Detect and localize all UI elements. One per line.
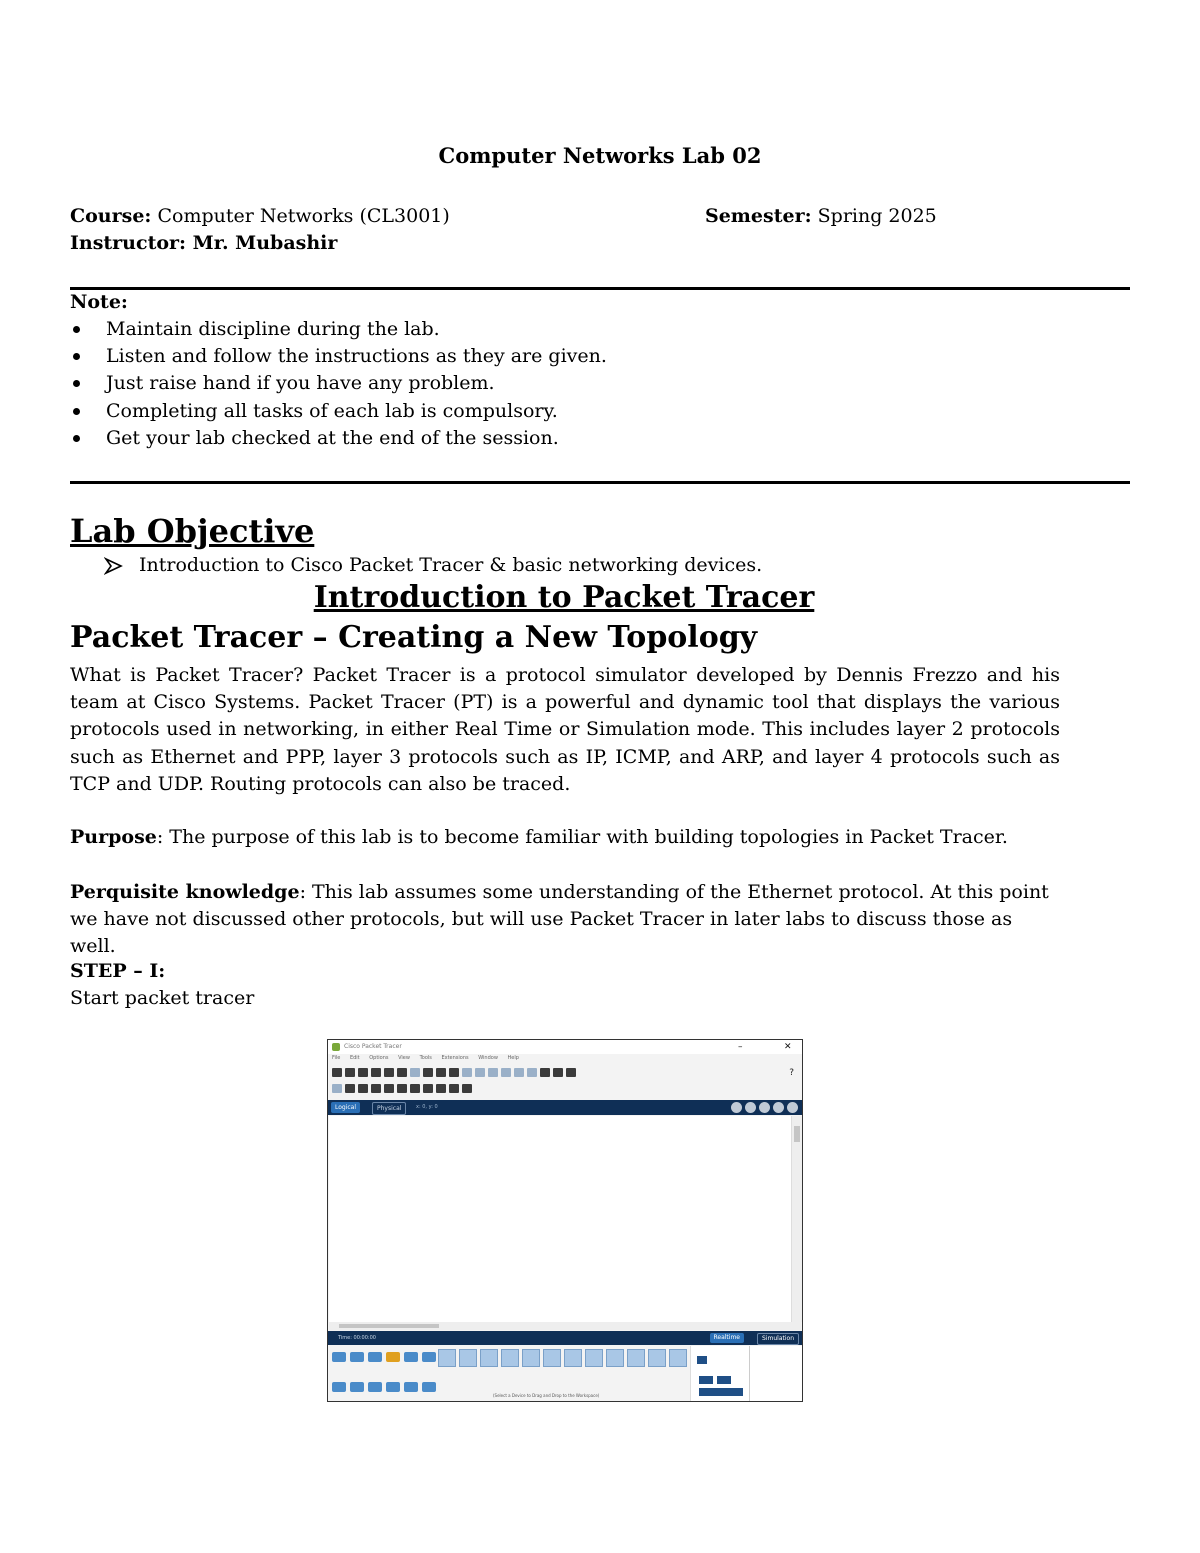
view-icon [787,1102,798,1113]
toolbar-icon [371,1084,381,1093]
list-item: Listen and follow the instructions as they are given. [70,343,607,370]
pt-window-title: Cisco Packet Tracer [344,1043,402,1050]
bottom-divider [70,481,1130,484]
toolbar-icon [462,1084,472,1093]
toolbar-icon [475,1068,485,1077]
toolbar-icon [345,1068,355,1077]
device-icon [404,1382,418,1392]
device-icon [332,1382,346,1392]
toolbar-icon [566,1068,576,1077]
device-model-icon [438,1349,456,1367]
device-model-icon [459,1349,477,1367]
toolbar-icon [384,1068,394,1077]
device-model-row [438,1349,687,1367]
top-divider [70,287,1130,290]
device-model-icon [501,1349,519,1367]
pt-vertical-scrollbar [791,1116,802,1322]
pt-title-bar [328,1040,802,1054]
pt-coordinates-readout: x: 0, y: 0 [416,1104,438,1110]
toolbar-icon [345,1084,355,1093]
intro-heading: Introduction to Packet Tracer [313,580,815,615]
notes-list [70,316,607,452]
purpose-paragraph: Purpose: The purpose of this lab is to become familiar with building topologies in Packet Tracer. [70,826,1008,848]
lab-objective-heading: Lab Objective [70,512,315,550]
prereq-paragraph: Perquisite knowledge: This lab assumes some understanding of the Ethernet protocol. At this point we have not discussed other protocols, but will use Packet Tracer in later labs to discuss those as well. [70,881,1049,958]
device-model-icon [585,1349,603,1367]
pt-pdu-list-panel [749,1346,803,1401]
view-icon [731,1102,742,1113]
device-subcategory-row [332,1382,436,1392]
device-model-icon [648,1349,666,1367]
device-icon [422,1382,436,1392]
bullet-icon [73,408,80,415]
bullet-icon [73,326,80,333]
toolbar-icon [371,1068,381,1077]
list-item: Maintain discipline during the lab. [70,316,607,343]
pt-view-icons [731,1102,798,1113]
view-icon [759,1102,770,1113]
toolbar-icon [384,1084,394,1093]
pt-scenario-panel [690,1346,749,1401]
toolbar-icon [332,1084,342,1093]
pt-menu-bar: File Edit Options View Tools Extensions Window Help [332,1055,519,1061]
connection-icon [386,1352,400,1362]
step-text: Start packet tracer [70,987,255,1009]
semester-value: Spring 2025 [817,205,937,227]
pt-workspace-tabs [328,1100,802,1115]
document-title: Computer Networks Lab 02 [438,143,762,168]
toolbar-icon [462,1068,472,1077]
device-icon [332,1352,346,1362]
instructor-line: Instructor: Mr. Mubashir [70,232,338,254]
course-line [70,205,450,227]
arrow-bullet-icon [104,556,124,576]
device-model-icon [543,1349,561,1367]
device-icon [350,1352,364,1362]
toolbar-icon [527,1068,537,1077]
semester-line [705,205,937,227]
list-item: Get your lab checked at the end of the session. [70,425,607,452]
toolbar-icon [449,1084,459,1093]
bullet-icon [73,435,80,442]
device-model-icon [606,1349,624,1367]
close-icon: ✕ [784,1042,792,1052]
device-icon [368,1352,382,1362]
toolbar-icon [501,1068,511,1077]
toolbar-icon [397,1084,407,1093]
toolbar-icon [410,1068,420,1077]
device-model-icon [522,1349,540,1367]
pt-workspace-canvas [329,1116,791,1322]
simulation-mode-tab: Simulation [757,1333,799,1345]
course-label: Course: [70,205,152,227]
device-icon [386,1382,400,1392]
toolbar-icon [358,1068,368,1077]
intro-paragraph: What is Packet Tracer? Packet Tracer is a protocol simulator developed by Dennis Frezzo and his team at Cisco Systems. Packet Tracer (PT) is a powerful and dynamic tool that displays the various protocols used in networking, in either Real Time or Simulation mode. This includes layer 2 protocols such as Ethernet and PPP, layer 3 protocols such as IP, ICMP, and ARP, and layer 4 protocols such as TCP and UDP. Routing protocols can also be traced. [70,664,1060,795]
pt-status-text: (Select a Device to Drag and Drop to the Workspace) [493,1393,600,1398]
device-category-row [332,1352,436,1362]
toolbar-icon [540,1068,550,1077]
note-heading: Note: [70,291,128,313]
semester-label: Semester: [705,205,812,227]
topology-heading: Packet Tracer – Creating a New Topology [70,620,758,655]
minimize-icon: – [738,1042,743,1052]
toolbar-icon [514,1068,524,1077]
device-icon [350,1382,364,1392]
toolbar-icon [423,1068,433,1077]
toolbar-icon [553,1068,563,1077]
device-model-icon [669,1349,687,1367]
toolbar-icon [397,1068,407,1077]
lab-objective-item: Introduction to Cisco Packet Tracer & basic networking devices. [107,554,762,576]
step-heading: STEP – I: [70,960,166,982]
prereq-label: Perquisite knowledge [70,881,300,903]
pt-horizontal-scrollbar [329,1322,801,1330]
device-icon [404,1352,418,1362]
bullet-icon [73,353,80,360]
toolbar-icon [423,1084,433,1093]
pt-time-label: Time: 00:00:00 [338,1335,376,1341]
packet-tracer-logo-icon [332,1043,340,1051]
view-icon [745,1102,756,1113]
tab-logical: Logical [331,1102,360,1113]
toolbar-icon [436,1068,446,1077]
device-model-icon [564,1349,582,1367]
list-item: Completing all tasks of each lab is compulsory. [70,398,607,425]
toolbar-icon [436,1084,446,1093]
pt-toolbar-secondary [332,1084,472,1093]
device-icon [368,1382,382,1392]
help-icon: ? [789,1068,794,1078]
device-model-icon [480,1349,498,1367]
view-icon [773,1102,784,1113]
tab-physical: Physical [372,1102,406,1115]
toolbar-icon [410,1084,420,1093]
pt-toolbar-main [332,1068,576,1077]
bullet-icon [73,380,80,387]
toolbar-icon [332,1068,342,1077]
packet-tracer-screenshot [327,1039,803,1402]
toolbar-icon [449,1068,459,1077]
realtime-mode-tab: Realtime [710,1333,745,1343]
purpose-label: Purpose [70,826,157,848]
toolbar-icon [488,1068,498,1077]
device-model-icon [627,1349,645,1367]
device-icon [422,1352,436,1362]
toolbar-icon [358,1084,368,1093]
course-value: Computer Networks (CL3001) [157,205,450,227]
list-item: Just raise hand if you have any problem. [70,370,607,397]
pt-time-bar [328,1331,802,1345]
